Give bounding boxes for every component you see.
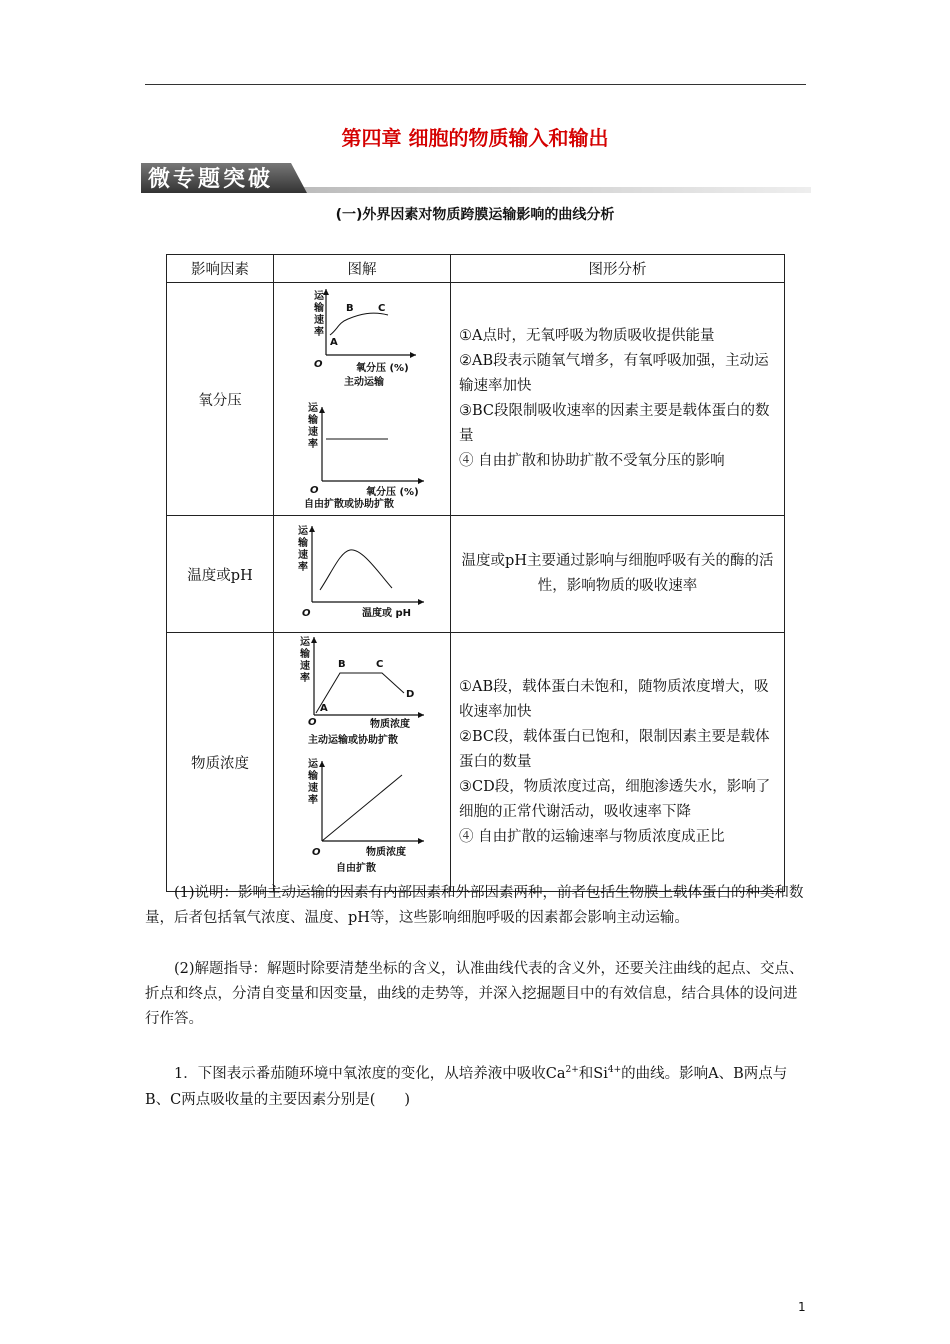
concentration-graphs xyxy=(274,633,450,887)
point-label: A xyxy=(330,337,338,348)
x-axis-arrow xyxy=(418,478,424,484)
y-label-char: 速 xyxy=(308,427,318,438)
graph-active-transport xyxy=(313,289,416,388)
table-header-row xyxy=(167,255,785,283)
y-axis-arrow xyxy=(319,407,325,413)
temperature-graph xyxy=(274,516,450,628)
y-label-char: 运 xyxy=(308,759,318,770)
header-analysis: 图形分析 xyxy=(451,255,785,283)
page-number: 1 xyxy=(798,1300,806,1314)
y-label-char: 输 xyxy=(314,303,324,314)
y-label-char: 输 xyxy=(300,649,310,660)
superscript: 2+ xyxy=(565,1065,579,1075)
analysis-line: ②AB段表示随氧气增多，有氧呼吸加强，主动运输速率加快 xyxy=(459,353,769,394)
y-label-char: 率 xyxy=(308,795,318,806)
table-row-concentration xyxy=(167,633,785,892)
table-row-temperature xyxy=(167,516,785,633)
question-number: 1 xyxy=(174,1065,184,1082)
question-text: 的曲线。影响A、B两点与B、C两点吸收量的主要因素分别是( ) xyxy=(145,1065,788,1108)
section-title: (一)外界因素对物质跨膜运输影响的曲线分析 xyxy=(335,207,615,223)
analysis-cell xyxy=(451,633,785,892)
table-row-oxygen xyxy=(167,283,785,516)
analysis-line: ③BC段限制吸收速率的因素主要是载体蛋白的数量 xyxy=(459,403,770,444)
analysis-line: ①AB段，载体蛋白未饱和，随物质浓度增大，吸收速率加快 xyxy=(459,678,769,720)
y-label-char: 输 xyxy=(308,771,318,782)
y-label-char: 输 xyxy=(308,415,318,426)
graph-caption: 主动运输 xyxy=(344,377,384,388)
x-axis-arrow xyxy=(418,712,424,718)
chapter-title: 第四章 细胞的物质输入和输出 xyxy=(341,126,609,150)
y-label-char: 运 xyxy=(298,526,308,537)
question-text: 和Si xyxy=(578,1065,608,1082)
header-factor: 影响因素 xyxy=(167,255,274,283)
oxygen-graphs xyxy=(274,283,450,511)
graph-active-or-facilitated xyxy=(299,635,424,746)
note-explanation: (1)说明：影响主动运输的因素有内部因素和外部因素两种，前者包括生物膜上载体蛋白的种类和数量，后者包括氧气浓度、温度、pH等，这些影响细胞呼吸的因素都会影响主动运输。 xyxy=(145,885,804,926)
x-label: 物质浓度 xyxy=(366,847,406,858)
analysis-line: 温度或pH主要通过影响与细胞呼吸有关的酶的活性，影响物质的吸收速率 xyxy=(461,553,774,594)
analysis-line: ③CD段，物质浓度过高，细胞渗透失水，影响了细胞的正常代谢活动，吸收速率下降 xyxy=(459,778,771,820)
banner-label: 微专题突破 xyxy=(148,167,274,192)
curve xyxy=(316,673,404,713)
origin-label: O xyxy=(308,717,317,728)
point-label: D xyxy=(406,689,415,700)
note-guidance: (2)解题指导：解题时除要清楚坐标的含义，认准曲线代表的含义外，还要关注曲线的起点、交点、折点和终点，分清自变量和因变量，曲线的走势等，并深入挖掘题目中的有效信息，结合具体的设问进行作答。 xyxy=(145,961,804,1027)
analysis-cell xyxy=(451,283,785,516)
y-label-char: 输 xyxy=(298,538,308,549)
y-label-char: 速 xyxy=(308,783,318,794)
x-axis-arrow xyxy=(418,838,424,844)
factor-cell: 物质浓度 xyxy=(167,633,274,892)
analysis-line: ④ 自由扩散的运输速率与物质浓度成正比 xyxy=(459,828,725,845)
curve xyxy=(320,550,392,590)
x-axis-arrow xyxy=(410,352,416,358)
analysis-line: ①A点时，无氧呼吸为物质吸收提供能量 xyxy=(459,328,715,344)
y-label-char: 运 xyxy=(314,291,324,302)
y-label-char: 率 xyxy=(308,439,318,450)
graph-diffusion xyxy=(304,401,424,510)
y-label-char: 运 xyxy=(308,403,318,414)
superscript: 4+ xyxy=(607,1065,622,1075)
y-label-char: 率 xyxy=(300,673,310,684)
graph-caption: 自由扩散或协助扩散 xyxy=(304,499,394,510)
point-label: C xyxy=(378,303,386,314)
analysis-cell xyxy=(451,516,785,633)
point-label: A xyxy=(320,703,328,714)
header-graph: 图解 xyxy=(274,255,451,283)
factor-cell: 氧分压 xyxy=(167,283,274,516)
y-label-char: 速 xyxy=(300,661,310,672)
origin-label: O xyxy=(314,359,323,370)
graph-cell xyxy=(274,283,451,516)
factor-cell: 温度或pH xyxy=(167,516,274,633)
x-label: 温度或 pH xyxy=(362,608,412,619)
analysis-line: ②BC段，载体蛋白已饱和，限制因素主要是载体蛋白的数量 xyxy=(459,728,770,770)
curve xyxy=(322,775,402,841)
y-axis-arrow xyxy=(311,637,317,643)
graph-caption: 主动运输或协助扩散 xyxy=(308,735,398,746)
graph-free-diffusion xyxy=(307,757,424,874)
graph-caption: 自由扩散 xyxy=(336,863,376,874)
point-label: C xyxy=(376,659,384,670)
y-label-char: 速 xyxy=(314,315,324,326)
y-axis-arrow xyxy=(319,761,325,767)
graph-cell xyxy=(274,633,451,892)
point-label: B xyxy=(346,303,354,314)
y-label-char: 率 xyxy=(298,562,308,573)
x-axis-arrow xyxy=(418,599,424,605)
y-label-char: 运 xyxy=(300,637,310,648)
y-axis-arrow xyxy=(309,526,315,532)
analysis-table xyxy=(166,254,785,892)
point-label: B xyxy=(338,659,346,670)
question-text: ．下图表示番茄随环境中氧浓度的变化，从培养液中吸收Ca xyxy=(183,1065,566,1082)
y-label-char: 率 xyxy=(314,327,324,338)
y-label-char: 速 xyxy=(298,550,308,561)
x-label: 氧分压 (%) xyxy=(366,487,419,498)
x-label: 氧分压 (%) xyxy=(356,363,409,374)
analysis-line: ④ 自由扩散和协助扩散不受氧分压的影响 xyxy=(459,453,725,469)
origin-label: O xyxy=(302,608,311,619)
x-label: 物质浓度 xyxy=(370,719,410,730)
curve xyxy=(330,313,388,335)
origin-label: O xyxy=(310,485,319,496)
graph-cell xyxy=(274,516,451,633)
header-rule xyxy=(145,84,806,85)
question-1 xyxy=(145,1057,809,1113)
origin-label: O xyxy=(312,847,321,858)
